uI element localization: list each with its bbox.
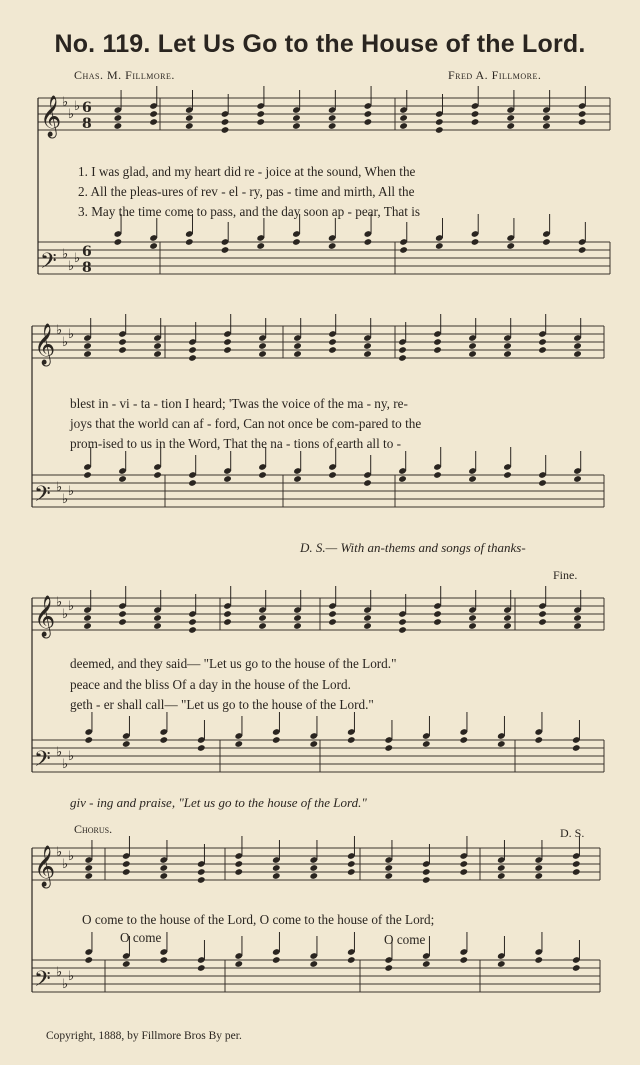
note-head	[422, 876, 431, 884]
treble-clef-icon: 𝄞	[34, 846, 56, 887]
flat-icon: ♭	[56, 480, 63, 495]
chorus-line1: O come to the house of the Lord, O come to the house of the Lord;	[82, 912, 435, 927]
note-head	[114, 122, 123, 130]
note-head	[497, 872, 506, 880]
note-head	[384, 872, 393, 880]
section2-verse1: blest in - vi - ta - tion I heard; 'Twas the voice of the ma - ny, re-	[70, 396, 408, 411]
note-head	[258, 342, 267, 350]
note-head	[309, 960, 318, 968]
note-head	[398, 346, 407, 354]
note-head	[153, 471, 162, 479]
note-head	[506, 122, 515, 130]
note-head	[84, 956, 93, 964]
note-head	[118, 475, 127, 483]
note-head	[538, 610, 547, 618]
note-head	[573, 350, 582, 358]
time-signature-icon: 8	[82, 260, 92, 276]
note-head	[197, 964, 206, 972]
note-head	[258, 471, 267, 479]
note-head	[118, 618, 127, 626]
note-head	[364, 110, 373, 118]
note-head	[309, 740, 318, 748]
note-head	[234, 740, 243, 748]
note-head	[185, 238, 194, 246]
copyright-notice: Copyright, 1888, by Fillmore Bros By per.	[46, 1030, 242, 1042]
note-head	[347, 868, 356, 876]
note-head	[363, 622, 372, 630]
note-head	[149, 110, 158, 118]
section3-verse2: peace and the bliss Of a day in the house of the Lord.	[70, 677, 351, 692]
note-head	[422, 960, 431, 968]
note-head	[272, 864, 281, 872]
flat-icon: ♭	[56, 745, 63, 760]
flat-icon: ♭	[68, 969, 75, 984]
note-head	[506, 114, 515, 122]
note-head	[384, 744, 393, 752]
bass-staff-2	[32, 475, 604, 512]
flat-icon: ♭	[62, 757, 69, 772]
flat-icon: ♭	[62, 857, 69, 872]
note-head	[503, 342, 512, 350]
flat-icon: ♭	[62, 95, 69, 110]
note-head	[188, 354, 197, 362]
note-head	[84, 864, 93, 872]
treble-clef-icon: 𝄞	[34, 596, 56, 637]
note-head	[84, 872, 93, 880]
note-head	[578, 110, 587, 118]
ds-alt-line-2: giv - ing and praise, "Let us go to the house of the Lord."	[70, 795, 367, 810]
note-head	[258, 350, 267, 358]
treble-clef-icon: 𝄞	[34, 324, 56, 365]
note-head	[328, 346, 337, 354]
note-head	[258, 622, 267, 630]
note-head	[503, 622, 512, 630]
note-head	[398, 354, 407, 362]
note-head	[122, 740, 131, 748]
note-head	[159, 956, 168, 964]
note-head	[433, 618, 442, 626]
section3-verse1: deemed, and they said— "Let us go to the house of the Lord."	[70, 656, 397, 671]
note-head	[83, 350, 92, 358]
note-head	[503, 471, 512, 479]
note-head	[542, 114, 551, 122]
note-head	[468, 350, 477, 358]
note-head	[572, 964, 581, 972]
note-head	[538, 346, 547, 354]
note-head	[422, 740, 431, 748]
note-head	[471, 110, 480, 118]
time-signature-icon: 8	[82, 116, 92, 132]
note-head	[221, 126, 230, 134]
note-head	[347, 736, 356, 744]
note-head	[293, 622, 302, 630]
note-head	[578, 118, 587, 126]
note-head	[497, 960, 506, 968]
note-head	[185, 122, 194, 130]
note-head	[153, 622, 162, 630]
note-head	[399, 246, 408, 254]
note-head	[363, 350, 372, 358]
note-head	[122, 868, 131, 876]
chorus-echo-2: O come	[384, 932, 426, 947]
note-head	[534, 956, 543, 964]
flat-icon: ♭	[74, 99, 81, 114]
note-head	[503, 614, 512, 622]
note-head	[197, 744, 206, 752]
note-head	[468, 342, 477, 350]
note-head	[347, 860, 356, 868]
note-head	[328, 338, 337, 346]
hymn-title: No. 119. Let Us Go to the House of the Lord.	[54, 30, 586, 58]
note-head	[435, 126, 444, 134]
bass-staff-3	[32, 740, 604, 777]
note-head	[83, 342, 92, 350]
note-head	[292, 238, 301, 246]
note-head	[459, 868, 468, 876]
note-head	[572, 744, 581, 752]
note-head	[542, 122, 551, 130]
flat-icon: ♭	[56, 323, 63, 338]
note-head	[188, 346, 197, 354]
note-head	[292, 114, 301, 122]
note-head	[223, 338, 232, 346]
note-head	[534, 736, 543, 744]
note-head	[258, 614, 267, 622]
note-head	[272, 956, 281, 964]
note-head	[399, 122, 408, 130]
note-head	[459, 860, 468, 868]
note-head	[328, 122, 337, 130]
note-head	[471, 118, 480, 126]
note-head	[398, 475, 407, 483]
note-head	[118, 338, 127, 346]
bass-clef-icon: 𝄢	[40, 249, 57, 279]
note-head	[364, 238, 373, 246]
note-head	[309, 864, 318, 872]
flat-icon: ♭	[68, 849, 75, 864]
note-head	[153, 350, 162, 358]
section2-verse3: prom-ised to us in the Word, That the na - tions of earth all to -	[70, 436, 401, 451]
note-head	[223, 610, 232, 618]
note-head	[433, 610, 442, 618]
note-head	[122, 960, 131, 968]
note-head	[114, 114, 123, 122]
flat-icon: ♭	[68, 327, 75, 342]
flat-icon: ♭	[68, 259, 75, 274]
note-head	[573, 622, 582, 630]
note-head	[328, 471, 337, 479]
note-head	[153, 614, 162, 622]
note-head	[572, 868, 581, 876]
treble-staff-1	[38, 95, 610, 138]
flat-icon: ♭	[62, 977, 69, 992]
flat-icon: ♭	[68, 484, 75, 499]
section1-verse3: 3. May the time come to pass, and the day soon ap - pear, That is	[78, 204, 421, 219]
bass-staff-1	[38, 242, 610, 279]
note-head	[83, 614, 92, 622]
note-head	[118, 610, 127, 618]
note-head	[328, 114, 337, 122]
section3-verse3: geth - er shall call— "Let us go to the house of the Lord."	[70, 697, 374, 712]
note-head	[293, 475, 302, 483]
note-head	[347, 956, 356, 964]
note-head	[433, 338, 442, 346]
note-head	[256, 242, 265, 250]
flat-icon: ♭	[62, 247, 69, 262]
chorus-echo-1: O come	[120, 930, 162, 945]
flat-icon: ♭	[56, 845, 63, 860]
note-head	[188, 479, 197, 487]
note-head	[384, 864, 393, 872]
note-head	[234, 860, 243, 868]
flat-icon: ♭	[68, 749, 75, 764]
note-head	[363, 342, 372, 350]
section2-verse2: joys that the world can af - ford, Can not once be com-pared to the	[70, 416, 422, 431]
note-head	[159, 736, 168, 744]
ds-alt-line-1: D. S.— With an-thems and songs of thanks-	[300, 540, 526, 555]
note-head	[497, 740, 506, 748]
time-signature-icon: 6	[82, 100, 92, 116]
note-head	[503, 350, 512, 358]
section1-verse2: 2. All the pleas-ures of rev - el - ry, pas - time and mirth, All the	[78, 184, 415, 199]
chorus-label: Chorus.	[74, 822, 113, 836]
note-head	[293, 350, 302, 358]
note-head	[363, 479, 372, 487]
bass-clef-icon: 𝄢	[34, 747, 51, 777]
note-head	[221, 118, 230, 126]
bass-clef-icon: 𝄢	[34, 967, 51, 997]
note-head	[256, 118, 265, 126]
time-signature-icon: 6	[82, 244, 92, 260]
note-head	[538, 479, 547, 487]
note-head	[328, 618, 337, 626]
note-head	[149, 242, 158, 250]
note-head	[534, 872, 543, 880]
note-head	[293, 614, 302, 622]
note-head	[272, 736, 281, 744]
note-head	[221, 246, 230, 254]
note-head	[573, 614, 582, 622]
flat-icon: ♭	[56, 595, 63, 610]
note-head	[234, 868, 243, 876]
note-head	[118, 346, 127, 354]
note-head	[422, 868, 431, 876]
ds-marking: D. S.	[560, 826, 585, 840]
note-head	[573, 475, 582, 483]
note-head	[534, 864, 543, 872]
note-head	[435, 242, 444, 250]
note-head	[497, 864, 506, 872]
note-head	[468, 614, 477, 622]
note-head	[292, 122, 301, 130]
note-head	[272, 872, 281, 880]
note-head	[223, 346, 232, 354]
note-head	[197, 868, 206, 876]
note-head	[506, 242, 515, 250]
flat-icon: ♭	[62, 492, 69, 507]
treble-clef-icon: 𝄞	[40, 96, 62, 137]
note-head	[83, 622, 92, 630]
note-head	[122, 860, 131, 868]
treble-staff-3	[32, 595, 604, 638]
note-head	[384, 964, 393, 972]
note-head	[398, 626, 407, 634]
note-head	[185, 114, 194, 122]
note-head	[149, 118, 158, 126]
note-head	[223, 618, 232, 626]
note-head	[538, 618, 547, 626]
flat-icon: ♭	[74, 251, 81, 266]
note-head	[328, 242, 337, 250]
note-head	[197, 876, 206, 884]
note-head	[468, 475, 477, 483]
note-head	[328, 610, 337, 618]
note-head	[542, 238, 551, 246]
composer-credit: Fred A. Fillmore.	[448, 68, 542, 82]
flat-icon: ♭	[62, 335, 69, 350]
fine-marking: Fine.	[553, 568, 578, 582]
flat-icon: ♭	[68, 107, 75, 122]
note-head	[435, 118, 444, 126]
note-head	[153, 342, 162, 350]
note-head	[363, 614, 372, 622]
note-head	[188, 618, 197, 626]
note-head	[399, 114, 408, 122]
note-head	[83, 471, 92, 479]
note-head	[572, 860, 581, 868]
note-head	[114, 238, 123, 246]
note-head	[468, 622, 477, 630]
note-head	[459, 736, 468, 744]
note-head	[234, 960, 243, 968]
note-head	[309, 872, 318, 880]
treble-staff-2	[32, 323, 604, 366]
note-head	[188, 626, 197, 634]
note-head	[293, 342, 302, 350]
note-head	[459, 956, 468, 964]
note-head	[578, 246, 587, 254]
note-head	[256, 110, 265, 118]
bass-clef-icon: 𝄢	[34, 482, 51, 512]
note-head	[433, 346, 442, 354]
note-head	[573, 342, 582, 350]
note-head	[364, 118, 373, 126]
note-head	[433, 471, 442, 479]
note-head	[159, 864, 168, 872]
note-head	[159, 872, 168, 880]
note-head	[223, 475, 232, 483]
flat-icon: ♭	[62, 607, 69, 622]
section1-verse1: 1. I was glad, and my heart did re - joice at the sound, When the	[78, 164, 416, 179]
flat-icon: ♭	[68, 599, 75, 614]
note-head	[84, 736, 93, 744]
note-head	[538, 338, 547, 346]
lyricist-credit: Chas. M. Fillmore.	[74, 68, 175, 82]
note-head	[398, 618, 407, 626]
flat-icon: ♭	[56, 965, 63, 980]
note-head	[471, 238, 480, 246]
